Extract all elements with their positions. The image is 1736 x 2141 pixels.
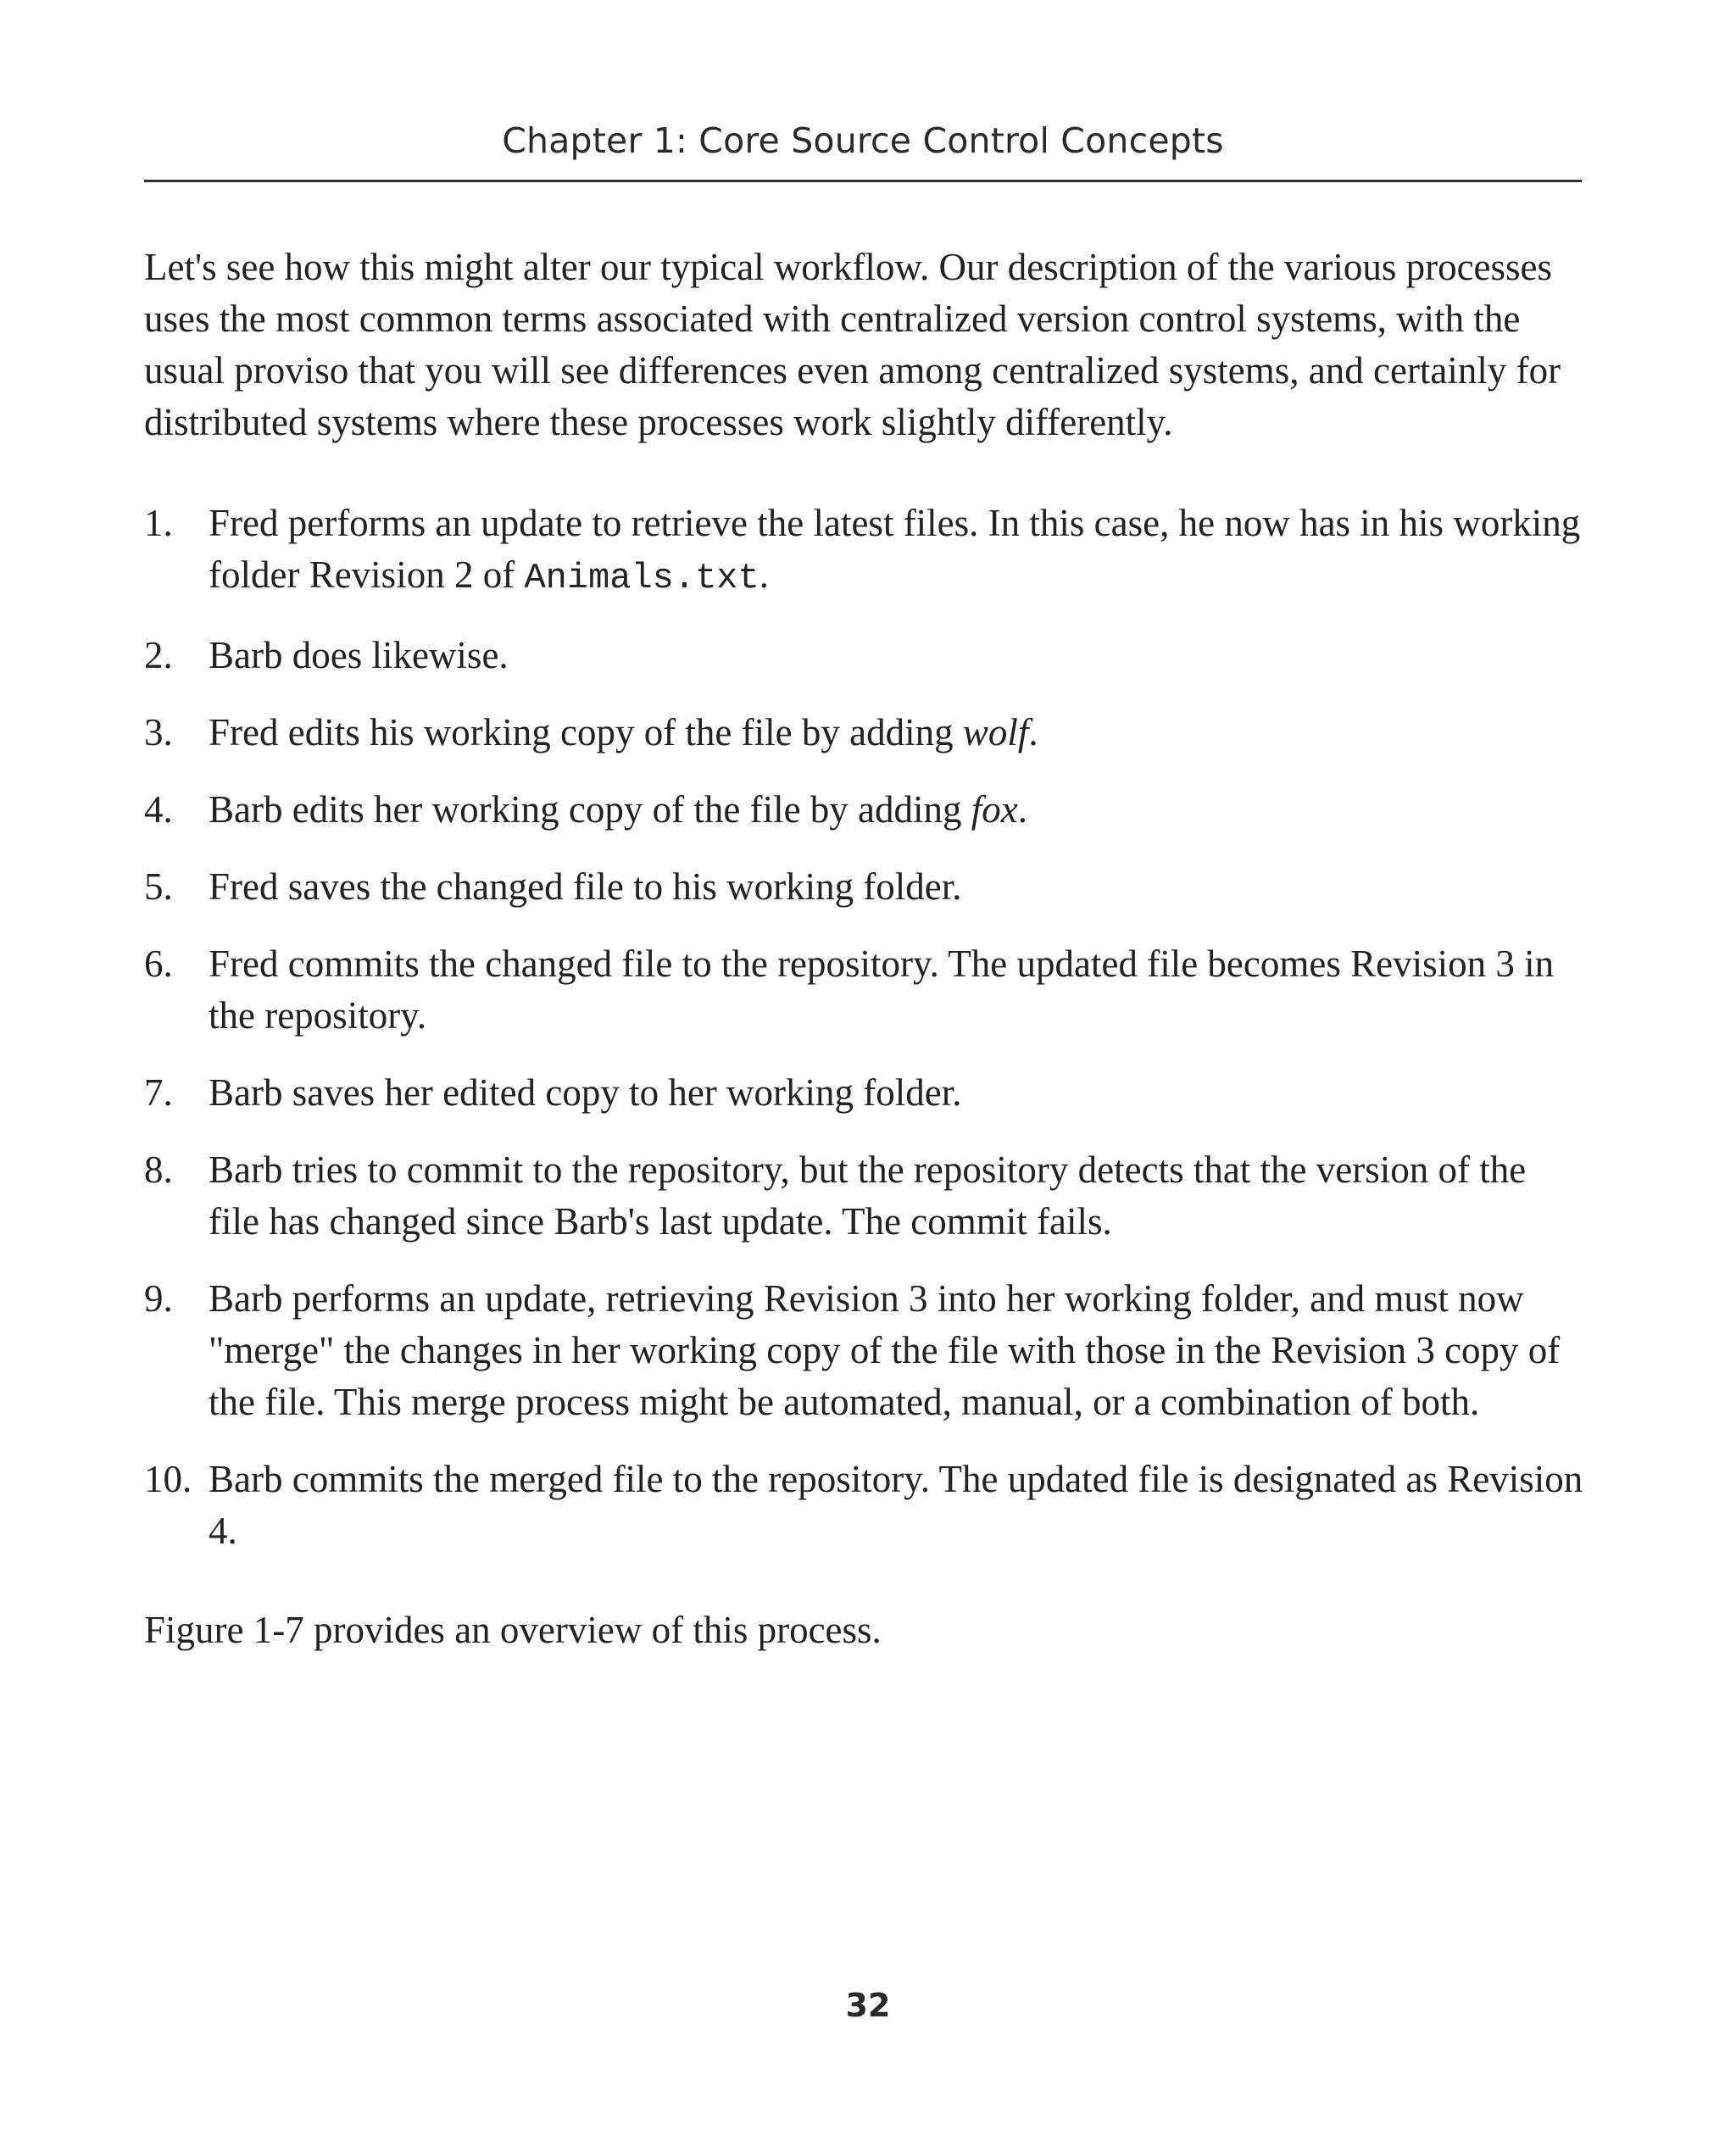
emphasis-wolf: wolf [962, 711, 1029, 754]
list-item-1 [144, 498, 1585, 604]
emphasis-fox: fox [971, 788, 1018, 831]
page-body [144, 242, 1585, 1656]
list-item-10 [144, 1454, 1585, 1557]
list-item-number: 3. [144, 711, 173, 754]
workflow-steps-list [144, 498, 1585, 1557]
list-item-text: Fred saves the changed file to his working folder. [209, 865, 962, 908]
running-header [144, 117, 1582, 182]
list-item-text: Fred edits his working copy of the file by adding wolf. [209, 711, 1038, 754]
list-item-text: Barb does likewise. [209, 634, 509, 676]
list-item-5 [144, 861, 1585, 913]
list-item-text: Fred commits the changed file to the repository. The updated file becomes Revision 3 in the repository. [209, 943, 1555, 1037]
list-item-number: 4. [144, 788, 173, 831]
list-item-text: Barb tries to commit to the repository, but the repository detects that the version of the file has changed since Barb's last update. The commit fails. [209, 1148, 1527, 1243]
list-item-number: 5. [144, 865, 173, 908]
intro-paragraph: Let's see how this might alter our typical workflow. Our description of the various processes uses the most common terms associated with centralized version control systems, with the usual proviso that you will see differences even among centralized systems, and certainly for distributed systems where these processes work slightly differently. [144, 246, 1561, 443]
list-item-text: Barb edits her working copy of the file by adding fox. [209, 788, 1028, 831]
list-item-8 [144, 1144, 1585, 1248]
list-item-number: 10. [144, 1458, 192, 1500]
closing-paragraph: Figure 1-7 provides an overview of this process. [144, 1609, 882, 1651]
list-item-number: 1. [144, 502, 173, 544]
list-item-number: 2. [144, 634, 173, 676]
list-item-text: Barb saves her edited copy to her working folder. [209, 1071, 962, 1114]
list-item-7 [144, 1067, 1585, 1119]
list-item-4 [144, 784, 1585, 836]
list-item-text: Barb commits the merged file to the repository. The updated file is designated as Revision 4. [209, 1458, 1583, 1552]
list-item-number: 7. [144, 1071, 173, 1114]
list-item-text: Barb performs an update, retrieving Revision 3 into her working folder, and must now "merge" the changes in her working copy of the file with those in the Revision 3 copy of the file. This merge process might be automated, manual, or a combination of both. [209, 1277, 1561, 1423]
chapter-title: Chapter 1: Core Source Control Concepts [502, 120, 1224, 161]
list-item-2 [144, 630, 1585, 681]
list-item-3 [144, 707, 1585, 759]
list-item-9 [144, 1273, 1585, 1428]
list-item-text: Fred performs an update to retrieve the latest files. In this case, he now has in his working folder Revision 2 of Animals.txt. [209, 502, 1581, 598]
page-number: 32 [845, 1987, 891, 2024]
list-item-number: 6. [144, 943, 173, 985]
list-item-number: 9. [144, 1277, 173, 1320]
list-item-6 [144, 938, 1585, 1042]
filename-code: Animals.txt [524, 558, 760, 598]
list-item-number: 8. [144, 1148, 173, 1191]
